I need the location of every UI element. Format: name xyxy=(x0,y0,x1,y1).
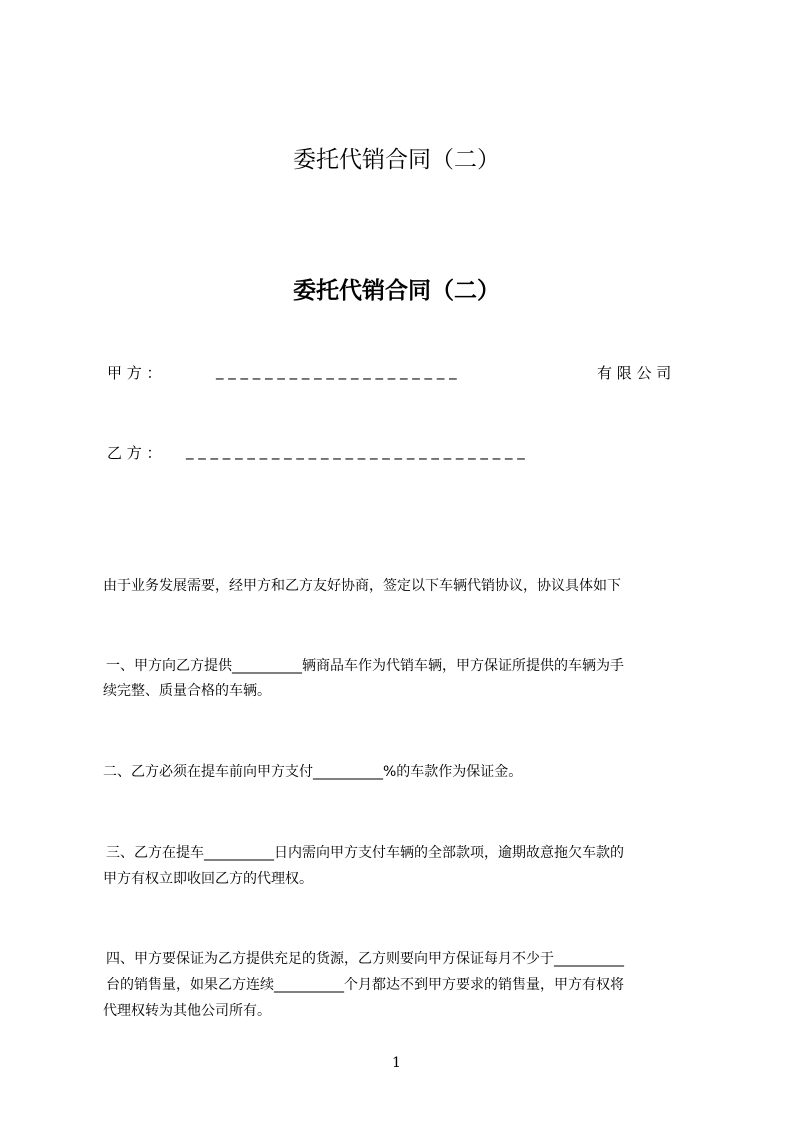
party-b-blank: _ _ _ _ _ _ _ _ _ _ _ _ _ _ _ _ _ _ _ _ _ _ _ _ _ _ _ _ xyxy=(186,442,525,460)
party-b-label: 乙 方 ： xyxy=(107,444,162,462)
intro-paragraph: 由于业务发展需要，经甲方和乙方友好协商，签定以下车辆代销协议，协议具体如下 xyxy=(103,578,621,594)
clause-1-line-1: 一、甲方向乙方提供__________辆商品车作为代销车辆，甲方保证所提供的车辆为手 xyxy=(106,658,624,674)
clause-3-line-2: 甲方有权立即收回乙方的代理权。 xyxy=(103,871,313,887)
party-a-label: 甲 方 ： xyxy=(107,364,162,382)
clause-4-line-1: 四、甲方要保证为乙方提供充足的货源，乙方则要向甲方保证每月不少于__________ xyxy=(106,951,624,967)
party-a-blank: _ _ _ _ _ _ _ _ _ _ _ _ _ _ _ _ _ _ _ _ xyxy=(216,362,457,380)
clause-1-line-2: 续完整、质量合格的车辆。 xyxy=(103,683,271,699)
party-a-suffix: 有 限 公 司 xyxy=(597,364,672,382)
header-title: 委托代销合同（二） xyxy=(293,147,500,173)
document-title: 委托代销合同（二） xyxy=(293,278,500,304)
clause-4-line-2: 台的销售量，如果乙方连续__________个月都达不到甲方要求的销售量，甲方有权将 xyxy=(106,977,624,993)
page-number: 1 xyxy=(392,1055,401,1071)
clause-2-line-1: 二、乙方必须在提车前向甲方支付__________%的车款作为保证金。 xyxy=(103,764,523,780)
clause-4-line-3: 代理权转为其他公司所有。 xyxy=(103,1003,271,1019)
clause-3-line-1: 三、乙方在提车__________日内需向甲方支付车辆的全部款项，逾期故意拖欠车款的 xyxy=(106,845,624,861)
